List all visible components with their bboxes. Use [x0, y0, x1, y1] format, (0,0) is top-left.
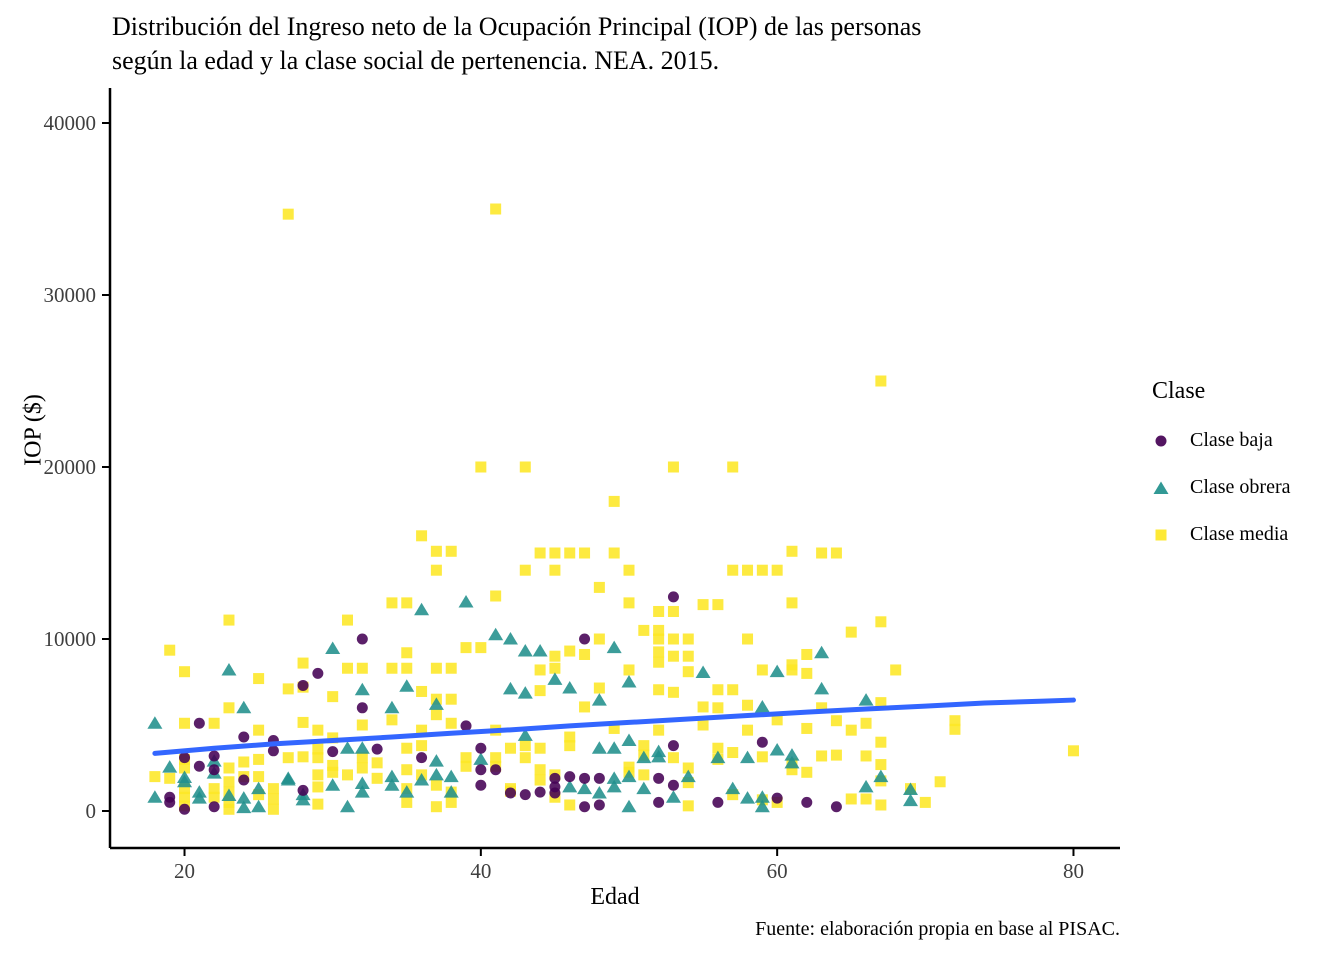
- data-point: [1068, 745, 1079, 756]
- data-point: [594, 634, 605, 645]
- data-point: [490, 591, 501, 602]
- data-point: [875, 759, 886, 770]
- data-point: [312, 725, 323, 736]
- data-point: [209, 792, 220, 803]
- data-point: [179, 804, 190, 815]
- data-point: [801, 723, 812, 734]
- data-point: [831, 715, 842, 726]
- data-point: [253, 771, 264, 782]
- data-point: [416, 686, 427, 697]
- data-point: [312, 781, 323, 792]
- data-point: [238, 775, 249, 786]
- chart-title-line-1: Distribución del Ingreso neto de la Ocupación Principal (IOP) de las personas: [112, 12, 922, 41]
- data-point: [786, 546, 797, 557]
- data-point: [653, 725, 664, 736]
- data-point: [401, 663, 412, 674]
- circle-key-icon: [1152, 432, 1170, 450]
- data-point: [609, 496, 620, 507]
- data-point: [253, 725, 264, 736]
- data-point: [473, 752, 488, 765]
- data-point: [475, 780, 486, 791]
- data-point: [535, 685, 546, 696]
- data-point: [638, 625, 649, 636]
- data-point: [459, 595, 474, 608]
- data-point: [564, 548, 575, 559]
- data-point: [875, 376, 886, 387]
- data-point: [179, 752, 190, 763]
- data-point: [283, 752, 294, 763]
- data-point: [446, 546, 457, 557]
- data-point: [549, 787, 560, 798]
- data-point: [683, 634, 694, 645]
- data-point: [221, 663, 236, 676]
- data-point: [520, 752, 531, 763]
- y-axis-label: IOP ($): [20, 394, 47, 466]
- data-point: [251, 800, 266, 813]
- data-point: [757, 664, 768, 675]
- data-point: [579, 701, 590, 712]
- data-point: [461, 642, 472, 653]
- data-point: [401, 764, 412, 775]
- data-point: [592, 741, 607, 754]
- data-point: [622, 675, 637, 688]
- data-point: [503, 632, 518, 645]
- data-point: [431, 801, 442, 812]
- data-point: [742, 700, 753, 711]
- square-key-icon: [1152, 526, 1170, 544]
- data-point: [253, 673, 264, 684]
- data-point: [149, 771, 160, 782]
- data-point: [935, 776, 946, 787]
- legend-item-label: Clase baja: [1190, 429, 1273, 451]
- data-point: [594, 773, 605, 784]
- data-point: [535, 664, 546, 675]
- data-point: [475, 743, 486, 754]
- source-caption: Fuente: elaboración propia en base al PISAC.: [755, 918, 1120, 940]
- data-point: [298, 680, 309, 691]
- data-point: [698, 599, 709, 610]
- data-point: [325, 641, 340, 654]
- data-point: [268, 745, 279, 756]
- data-point: [340, 800, 355, 813]
- data-point: [622, 800, 637, 813]
- y-tick-label: 0: [85, 799, 96, 824]
- data-point: [194, 718, 205, 729]
- data-point: [653, 773, 664, 784]
- data-point: [372, 757, 383, 768]
- data-point: [401, 797, 412, 808]
- data-point: [875, 737, 886, 748]
- data-point: [668, 591, 679, 602]
- data-point: [653, 634, 664, 645]
- data-point: [164, 645, 175, 656]
- y-tick-label: 20000: [43, 455, 96, 480]
- data-point: [725, 782, 740, 795]
- data-point: [446, 663, 457, 674]
- data-point: [386, 714, 397, 725]
- data-point: [355, 683, 370, 696]
- data-point: [281, 773, 296, 786]
- data-point: [488, 628, 503, 641]
- data-point: [384, 701, 399, 714]
- chart-title-line-2: según la edad y la clase social de pertenencia. NEA. 2015.: [112, 46, 720, 75]
- data-point: [653, 797, 664, 808]
- data-point: [579, 548, 590, 559]
- data-point: [594, 683, 605, 694]
- data-point: [431, 709, 442, 720]
- data-point: [653, 606, 664, 617]
- data-point: [903, 794, 918, 807]
- x-tick-label: 80: [1062, 859, 1084, 883]
- data-point: [846, 725, 857, 736]
- data-point: [357, 663, 368, 674]
- data-point: [431, 663, 442, 674]
- data-point: [609, 548, 620, 559]
- data-point: [429, 754, 444, 767]
- data-point: [429, 768, 444, 781]
- data-point: [816, 548, 827, 559]
- data-point: [949, 724, 960, 735]
- data-point: [475, 642, 486, 653]
- data-point: [162, 760, 177, 773]
- data-point: [372, 773, 383, 784]
- data-point: [757, 565, 768, 576]
- data-point: [503, 682, 518, 695]
- data-point: [386, 663, 397, 674]
- data-point: [268, 793, 279, 804]
- data-point: [312, 769, 323, 780]
- data-point: [890, 664, 901, 675]
- legend-items: [1152, 429, 1291, 546]
- data-point: [342, 769, 353, 780]
- data-point: [223, 702, 234, 713]
- data-point: [475, 764, 486, 775]
- data-point: [209, 718, 220, 729]
- data-point: [283, 209, 294, 220]
- data-point: [668, 780, 679, 791]
- data-point: [814, 646, 829, 659]
- data-point: [831, 801, 842, 812]
- x-tick-label: 60: [766, 859, 788, 883]
- y-tick-label: 10000: [43, 627, 96, 652]
- data-point: [579, 773, 590, 784]
- data-point: [712, 797, 723, 808]
- data-point: [549, 651, 560, 662]
- data-point: [564, 740, 575, 751]
- data-point: [712, 599, 723, 610]
- data-point: [446, 797, 457, 808]
- data-point: [607, 741, 622, 754]
- data-point: [223, 776, 234, 787]
- data-point: [355, 741, 370, 754]
- data-point: [535, 787, 546, 798]
- data-point: [801, 797, 812, 808]
- data-point: [251, 782, 266, 795]
- data-point: [549, 548, 560, 559]
- data-point: [668, 752, 679, 763]
- data-point: [816, 750, 827, 761]
- data-point: [875, 616, 886, 627]
- data-point: [666, 790, 681, 803]
- y-tick-label: 40000: [43, 111, 96, 136]
- data-point: [327, 746, 338, 757]
- data-point: [342, 663, 353, 674]
- legend: [1152, 378, 1291, 570]
- data-point: [357, 752, 368, 763]
- data-point: [416, 752, 427, 763]
- data-point: [340, 741, 355, 754]
- data-point: [727, 462, 738, 473]
- data-point: [653, 646, 664, 657]
- data-point: [861, 718, 872, 729]
- data-point: [712, 684, 723, 695]
- data-point: [194, 761, 205, 772]
- data-point: [431, 780, 442, 791]
- data-point: [327, 767, 338, 778]
- data-point: [740, 751, 755, 764]
- data-point: [535, 764, 546, 775]
- data-point: [238, 732, 249, 743]
- data-point: [668, 634, 679, 645]
- data-point: [653, 657, 664, 668]
- data-point: [535, 548, 546, 559]
- triangle-key-icon: [1152, 479, 1170, 497]
- data-point: [772, 793, 783, 804]
- data-point: [416, 530, 427, 541]
- data-point: [490, 204, 501, 215]
- data-point: [742, 634, 753, 645]
- data-point: [636, 782, 651, 795]
- data-point: [607, 641, 622, 654]
- data-point: [520, 789, 531, 800]
- data-point: [846, 627, 857, 638]
- data-point: [283, 683, 294, 694]
- data-point: [861, 750, 872, 761]
- data-point: [147, 716, 162, 729]
- data-point: [727, 684, 738, 695]
- data-point: [518, 644, 533, 657]
- data-point: [712, 702, 723, 713]
- data-point: [875, 799, 886, 810]
- data-point: [622, 733, 637, 746]
- data-point: [342, 615, 353, 626]
- data-point: [446, 694, 457, 705]
- data-point: [298, 717, 309, 728]
- data-point: [505, 743, 516, 754]
- data-point: [638, 740, 649, 751]
- legend-item: [1152, 429, 1291, 452]
- data-point: [755, 700, 770, 713]
- legend-item: [1152, 476, 1291, 499]
- data-point: [757, 737, 768, 748]
- data-point: [401, 743, 412, 754]
- data-point: [399, 679, 414, 692]
- data-point: [742, 565, 753, 576]
- data-point: [579, 634, 590, 645]
- data-point: [386, 597, 397, 608]
- data-point: [668, 462, 679, 473]
- data-point: [786, 664, 797, 675]
- data-point: [535, 775, 546, 786]
- data-point: [564, 646, 575, 657]
- data-point: [253, 754, 264, 765]
- data-point: [533, 644, 548, 657]
- data-point: [179, 718, 190, 729]
- data-point: [535, 743, 546, 754]
- data-point: [298, 785, 309, 796]
- data-point: [179, 666, 190, 677]
- data-point: [786, 597, 797, 608]
- data-point: [223, 804, 234, 815]
- legend-item-label: Clase media: [1190, 523, 1289, 545]
- data-point: [414, 603, 429, 616]
- data-point: [638, 769, 649, 780]
- data-point: [624, 597, 635, 608]
- data-point: [624, 664, 635, 675]
- data-point: [770, 743, 785, 756]
- data-point: [592, 786, 607, 799]
- legend-item-label: Clase obrera: [1190, 476, 1291, 498]
- data-point: [859, 693, 874, 706]
- data-point: [164, 773, 175, 784]
- data-point: [772, 565, 783, 576]
- data-point: [624, 565, 635, 576]
- data-point: [564, 771, 575, 782]
- data-point: [801, 649, 812, 660]
- data-point: [846, 793, 857, 804]
- data-point: [312, 668, 323, 679]
- data-point: [757, 751, 768, 762]
- data-point: [727, 747, 738, 758]
- data-point: [223, 615, 234, 626]
- data-point: [668, 740, 679, 751]
- data-point: [683, 800, 694, 811]
- data-point: [814, 682, 829, 695]
- data-point: [357, 763, 368, 774]
- data-point: [209, 764, 220, 775]
- data-point: [831, 750, 842, 761]
- data-point: [740, 791, 755, 804]
- data-point: [579, 649, 590, 660]
- data-point: [562, 681, 577, 694]
- data-point: [831, 548, 842, 559]
- data-point: [431, 546, 442, 557]
- data-point: [298, 751, 309, 762]
- data-point: [490, 764, 501, 775]
- data-point: [446, 718, 457, 729]
- data-point: [209, 801, 220, 812]
- data-point: [325, 778, 340, 791]
- data-point: [727, 565, 738, 576]
- data-point: [268, 783, 279, 794]
- data-point: [801, 668, 812, 679]
- data-point: [357, 720, 368, 731]
- data-point: [416, 740, 427, 751]
- data-point: [431, 565, 442, 576]
- data-point: [372, 744, 383, 755]
- data-point: [401, 597, 412, 608]
- x-axis-label: Edad: [590, 884, 640, 910]
- data-point: [238, 756, 249, 767]
- data-point: [357, 702, 368, 713]
- data-point: [475, 462, 486, 473]
- data-point: [518, 686, 533, 699]
- data-point: [164, 797, 175, 808]
- data-point: [564, 799, 575, 810]
- data-point: [861, 793, 872, 804]
- data-point: [520, 565, 531, 576]
- data-point: [594, 799, 605, 810]
- data-point: [653, 684, 664, 695]
- data-point: [770, 665, 785, 678]
- data-point: [312, 799, 323, 810]
- data-point: [668, 651, 679, 662]
- data-point: [683, 666, 694, 677]
- data-point: [147, 790, 162, 803]
- data-point: [357, 634, 368, 645]
- data-point: [520, 462, 531, 473]
- data-point: [236, 701, 251, 714]
- data-point: [698, 720, 709, 731]
- data-point: [696, 666, 711, 679]
- data-point: [742, 725, 753, 736]
- data-point: [549, 565, 560, 576]
- data-point: [312, 752, 323, 763]
- data-point: [461, 761, 472, 772]
- y-tick-label: 30000: [43, 283, 96, 308]
- data-point: [698, 701, 709, 712]
- data-point: [268, 804, 279, 815]
- x-tick-label: 20: [174, 859, 196, 883]
- data-point: [801, 767, 812, 778]
- data-point: [327, 691, 338, 702]
- data-point: [444, 770, 459, 783]
- data-point: [592, 693, 607, 706]
- data-point: [668, 687, 679, 698]
- data-point: [209, 750, 220, 761]
- legend-item: [1152, 523, 1291, 546]
- data-point: [920, 797, 931, 808]
- data-point: [298, 658, 309, 669]
- data-point: [859, 780, 874, 793]
- data-point: [594, 582, 605, 593]
- data-point: [579, 801, 590, 812]
- data-point: [683, 651, 694, 662]
- x-tick-label: 40: [470, 859, 492, 883]
- data-point: [520, 740, 531, 751]
- data-point: [505, 787, 516, 798]
- data-point: [549, 663, 560, 674]
- data-point: [223, 763, 234, 774]
- data-point: [668, 606, 679, 617]
- data-point: [547, 672, 562, 685]
- data-point: [401, 647, 412, 658]
- legend-title: Clase: [1152, 378, 1206, 404]
